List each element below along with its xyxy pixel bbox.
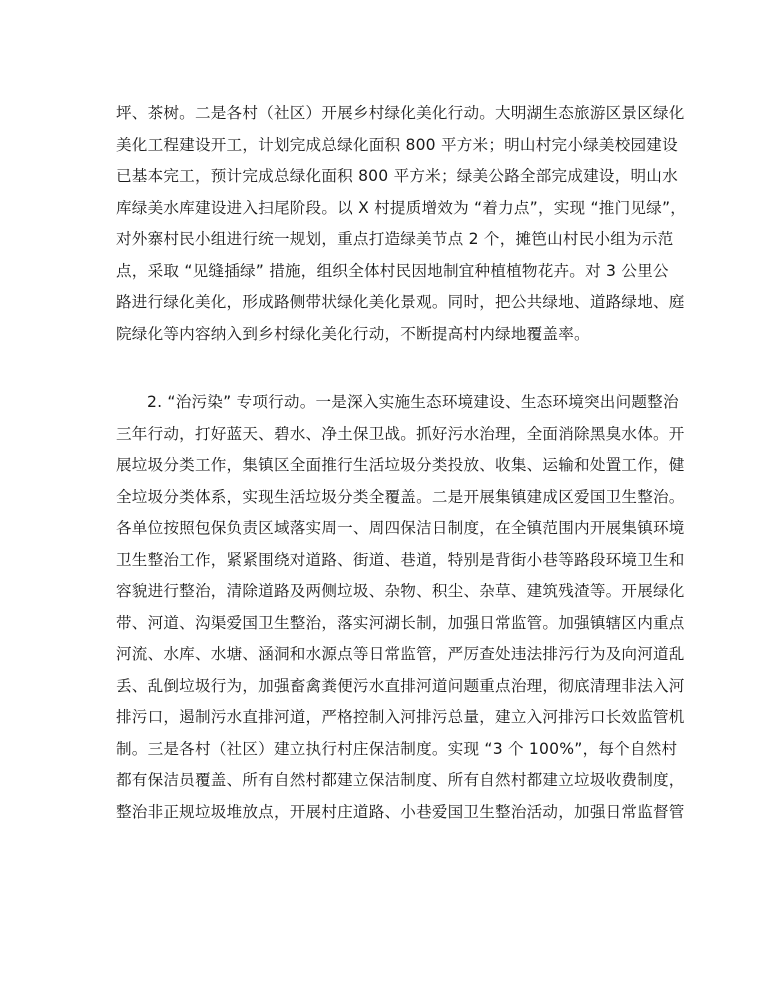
text-line: 对外寨村民小组进行统一规划，重点打造绿美节点 2 个，摊笆山村民小组为示范	[116, 230, 674, 248]
text-line: 带、河道、沟渠爱国卫生整治，落实河湖长制，加强日常监管。加强镇辖区内重点	[116, 613, 685, 632]
paragraph-greening-continuation	[116, 98, 687, 350]
text-line: 2. “治污染” 专项行动。一是深入实施生态环境建设、生态环境突出问题整治	[147, 393, 679, 411]
text-line: 制。三是各村（社区）建立执行村庄保洁制度。实现 “3 个 100%”，每个自然村	[116, 739, 678, 758]
text-line: 河流、水库、水塘、涵洞和水源点等日常监管，严厉查处违法排污行为及向河道乱	[116, 645, 685, 663]
text-line: 点，采取 “见缝插绿” 措施，组织全体村民因地制宜种植植物花卉。对 3 公里公	[116, 261, 669, 280]
text-line: 院绿化等内容纳入到乡村绿化美化行动，不断提高村内绿地覆盖率。	[116, 324, 590, 343]
text-line: 卫生整治工作，紧紧围绕对道路、街道、巷道，特别是背街小巷等路段环境卫生和	[116, 550, 685, 569]
text-line: 库绿美水库建设进入扫尾阶段。以 X 村提质增效为 “着力点”，实现 “推门见绿”，	[116, 198, 687, 217]
text-line: 坪、茶树。二是各村（社区）开展乡村绿化美化行动。大明湖生态旅游区景区绿化	[116, 104, 685, 122]
text-line: 全垃圾分类体系，实现生活垃圾分类全覆盖。二是开展集镇建成区爱国卫生整治。	[116, 487, 685, 506]
text-line: 都有保洁员覆盖、所有自然村都建立保洁制度、所有自然村都建立垃圾收费制度，	[116, 771, 685, 789]
text-line: 整治非正规垃圾堆放点，开展村庄道路、小巷爱国卫生整治活动，加强日常监督管	[116, 802, 685, 821]
text-line: 丢、乱倒垃圾行为，加强畜禽粪便污水直排河道问题重点治理，彻底清理非法入河	[116, 676, 685, 695]
text-line: 展垃圾分类工作，集镇区全面推行生活垃圾分类投放、收集、运输和处置工作，健	[116, 456, 685, 474]
text-line: 已基本完工，预计完成总绿化面积 800 平方米；绿美公路全部完成建设，明山水	[116, 167, 678, 185]
paragraph-pollution-control	[116, 387, 685, 828]
text-line: 美化工程建设开工，计划完成总绿化面积 800 平方米；明山村完小绿美校园建设	[116, 135, 678, 154]
text-line: 排污口，遏制污水直排河道，严格控制入河排污总量，建立入河排污口长效监管机	[116, 708, 685, 726]
text-line: 容貌进行整治，清除道路及两侧垃圾、杂物、积尘、杂草、建筑残渣等。开展绿化	[116, 582, 685, 600]
text-line: 路进行绿化美化，形成路侧带状绿化美化景观。同时，把公共绿地、道路绿地、庭	[116, 293, 685, 311]
text-line: 各单位按照包保负责区域落实周一、周四保洁日制度，在全镇范围内开展集镇环境	[116, 519, 685, 537]
text-line: 三年行动，打好蓝天、碧水、净土保卫战。抓好污水治理，全面消除黑臭水体。开	[116, 424, 685, 443]
